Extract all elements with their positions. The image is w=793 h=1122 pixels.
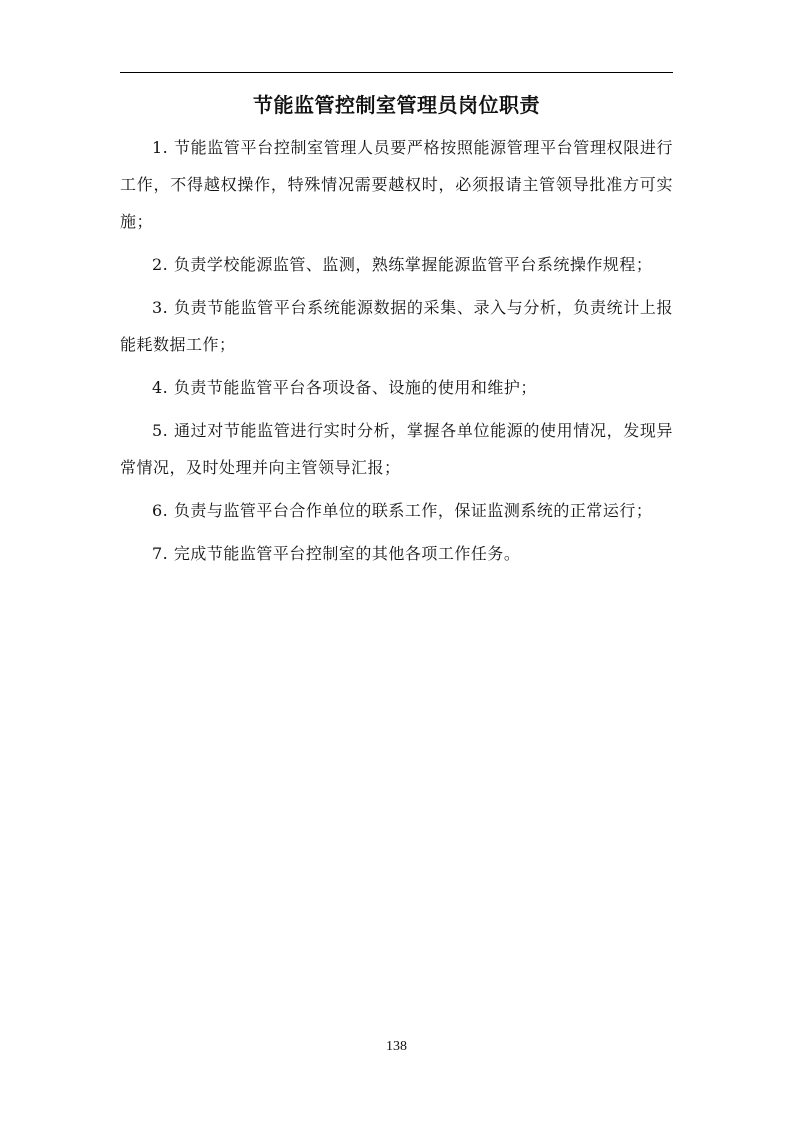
duty-item-4: 4. 负责节能监管平台各项设备、设施的使用和维护；: [152, 378, 537, 397]
duty-item-1: 1. 节能监管平台控制室管理人员要严格按照能源管理平台管理权限进行工作，不得越权操作，特殊情况需要越权时，必须报请主管领导批准方可实施；: [120, 138, 673, 231]
header-rule: [120, 72, 673, 73]
document-title: 节能监管控制室管理员岗位职责: [253, 93, 540, 117]
duty-item-2: 2. 负责学校能源监管、监测，熟练掌握能源监管平台系统操作规程；: [152, 255, 653, 274]
document-body: [120, 129, 673, 578]
page-number: 138: [386, 1039, 407, 1054]
duty-item-7: 7. 完成节能监管平台控制室的其他各项工作任务。: [152, 544, 521, 563]
duty-item-6: 6. 负责与监管平台合作单位的联系工作，保证监测系统的正常运行；: [152, 501, 653, 520]
duty-item-5: 5. 通过对节能监管进行实时分析，掌握各单位能源的使用情况，发现异常情况，及时处理并向主管领导汇报；: [120, 421, 673, 477]
duty-item-3: 3. 负责节能监管平台系统能源数据的采集、录入与分析，负责统计上报能耗数据工作；: [120, 298, 673, 354]
